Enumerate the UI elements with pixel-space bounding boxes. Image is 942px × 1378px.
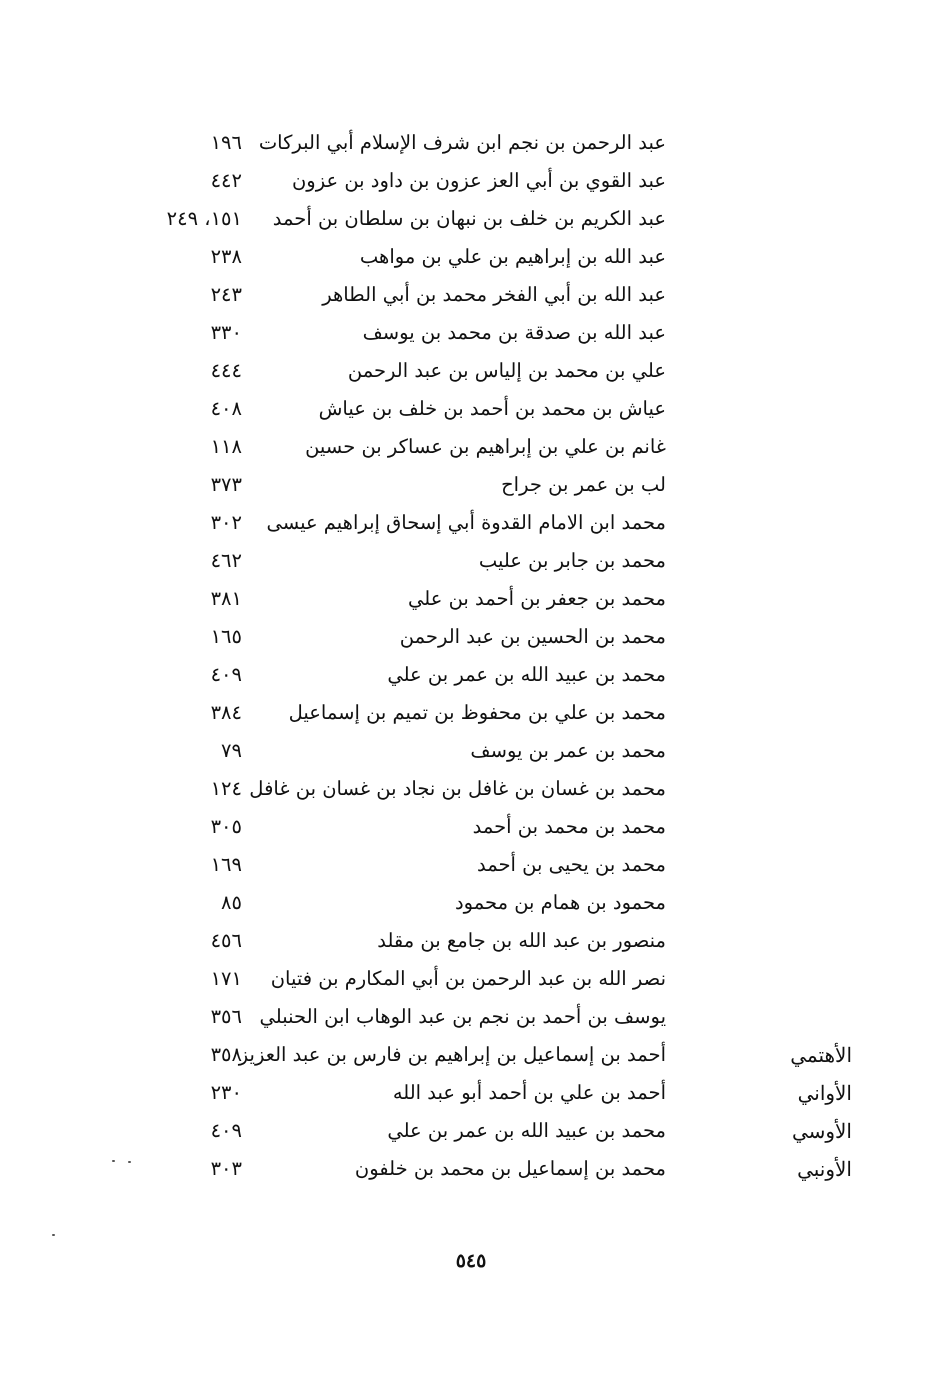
entry-page-numbers: ٤٤٢ <box>210 169 242 192</box>
index-entry <box>0 770 942 808</box>
index-entry <box>0 694 942 732</box>
index-entry <box>0 998 942 1036</box>
index-entry <box>0 808 942 846</box>
index-entry <box>0 162 942 200</box>
entry-page-numbers: ٢٣٠ <box>210 1081 242 1104</box>
entry-name: عياش بن محمد بن أحمد بن خلف بن عياش <box>318 397 666 420</box>
index-entry <box>0 238 942 276</box>
entry-page-numbers: ٣٥٦ <box>210 1005 242 1028</box>
entry-page-numbers: ٨٥ <box>221 891 242 914</box>
entry-page-numbers: ١٦٩ <box>210 853 242 876</box>
entry-name: عبد القوي بن أبي العز عزون بن داود بن عزون <box>291 169 666 192</box>
index-entry <box>0 846 942 884</box>
index-entries <box>0 124 942 1188</box>
entry-page-numbers: ٢٣٨ <box>210 245 242 268</box>
index-entry <box>0 200 942 238</box>
index-entry <box>0 732 942 770</box>
entry-name: محمد بن الحسين بن عبد الرحمن <box>399 625 666 648</box>
index-entry <box>0 960 942 998</box>
page-number: ٥٤٥ <box>455 1250 487 1272</box>
index-entry <box>0 428 942 466</box>
scan-speck <box>128 1161 131 1163</box>
entry-name: لب بن عمر بن جراح <box>501 473 666 496</box>
index-entry <box>0 884 942 922</box>
entry-name: يوسف بن أحمد بن نجم بن عبد الوهاب ابن الحنبلي <box>259 1005 666 1028</box>
entry-name: غانم بن علي بن إبراهيم بن عساكر بن حسين <box>305 435 666 458</box>
index-entry <box>0 466 942 504</box>
index-entry <box>0 1150 942 1188</box>
entry-page-numbers: ٣٠٣ <box>210 1157 242 1180</box>
entry-page-numbers: ٣٥٨ <box>210 1043 242 1066</box>
entry-page-numbers: ٢٤٣ <box>210 283 242 306</box>
entry-page-numbers: ١٥١، ٢٤٩ <box>166 207 242 230</box>
entry-page-numbers: ١١٨ <box>210 435 242 458</box>
nisba-heading: الأواني <box>797 1081 852 1105</box>
index-entry <box>0 352 942 390</box>
entry-name: أحمد بن علي بن أحمد أبو عبد الله <box>392 1081 666 1104</box>
entry-name: محمد بن علي بن محفوظ بن تميم بن إسماعيل <box>288 701 666 724</box>
entry-page-numbers: ١٦٥ <box>210 625 242 648</box>
index-entry <box>0 580 942 618</box>
entry-name: محمد ابن الامام القدوة أبي إسحاق إبراهيم عيسى <box>266 511 666 534</box>
entry-name: محمد بن غسان بن غافل بن نجاد بن غسان بن غافل <box>249 777 666 800</box>
scan-speck <box>52 1234 55 1236</box>
entry-page-numbers: ٣٣٠ <box>210 321 242 344</box>
entry-page-numbers: ٣٨٤ <box>210 701 242 724</box>
index-entry <box>0 124 942 162</box>
entry-page-numbers: ٧٩ <box>221 739 242 762</box>
entry-page-numbers: ٤٥٦ <box>210 929 242 952</box>
entry-page-numbers: ٤٤٤ <box>210 359 242 382</box>
entry-name: محمد بن عمر بن يوسف <box>470 739 666 762</box>
index-entry <box>0 276 942 314</box>
entry-name: محمود بن همام بن محمود <box>454 891 666 914</box>
entry-name: محمد بن جابر بن عليب <box>478 549 666 572</box>
entry-name: عبد الرحمن بن نجم ابن شرف الإسلام أبي البركات <box>258 131 666 154</box>
entry-page-numbers: ٣٨١ <box>210 587 242 610</box>
index-entry <box>0 504 942 542</box>
index-entry <box>0 1112 942 1150</box>
entry-name: محمد بن إسماعيل بن محمد بن خلفون <box>354 1157 666 1180</box>
entry-name: محمد بن عبيد الله بن عمر بن علي <box>387 1119 666 1142</box>
entry-page-numbers: ٤٠٩ <box>210 1119 242 1142</box>
entry-page-numbers: ١٩٦ <box>210 131 242 154</box>
entry-name: عبد الله بن أبي الفخر محمد بن أبي الطاهر <box>322 283 666 306</box>
index-entry <box>0 390 942 428</box>
entry-page-numbers: ٣٠٥ <box>210 815 242 838</box>
index-entry <box>0 656 942 694</box>
nisba-heading: الأوسي <box>791 1119 852 1143</box>
entry-page-numbers: ١٧١ <box>210 967 242 990</box>
nisba-heading: الأهتمي <box>790 1043 852 1067</box>
entry-name: محمد بن عبيد الله بن عمر بن علي <box>387 663 666 686</box>
entry-name: محمد بن يحيى بن أحمد <box>476 853 666 876</box>
index-entry <box>0 1036 942 1074</box>
entry-name: محمد بن محمد بن أحمد <box>472 815 666 838</box>
entry-page-numbers: ٣٧٣ <box>210 473 242 496</box>
entry-name: عبد الله بن إبراهيم بن علي بن مواهب <box>359 245 666 268</box>
entry-name: نصر الله بن عبد الرحمن بن أبي المكارم بن فتيان <box>270 967 666 990</box>
index-entry <box>0 922 942 960</box>
entry-name: منصور بن عبد الله بن جامع بن مقلد <box>377 929 666 952</box>
index-entry <box>0 542 942 580</box>
entry-page-numbers: ٤٠٩ <box>210 663 242 686</box>
entry-name: علي بن محمد بن إلياس بن عبد الرحمن <box>347 359 666 382</box>
entry-name: محمد بن جعفر بن أحمد بن علي <box>408 587 666 610</box>
nisba-heading: الأونبي <box>797 1157 852 1181</box>
entry-name: أحمد بن إسماعيل بن إبراهيم بن فارس بن عبد العزيز <box>238 1043 666 1066</box>
entry-page-numbers: ٤٦٢ <box>210 549 242 572</box>
entry-page-numbers: ٣٠٢ <box>210 511 242 534</box>
entry-page-numbers: ١٢٤ <box>210 777 242 800</box>
entry-name: عبد الله بن صدقة بن محمد بن يوسف <box>362 321 666 344</box>
entry-name: عبد الكريم بن خلف بن نبهان بن سلطان بن أحمد <box>272 207 666 230</box>
index-entry <box>0 618 942 656</box>
entry-page-numbers: ٤٠٨ <box>210 397 242 420</box>
scan-speck <box>112 1160 115 1162</box>
index-entry <box>0 1074 942 1112</box>
index-entry <box>0 314 942 352</box>
